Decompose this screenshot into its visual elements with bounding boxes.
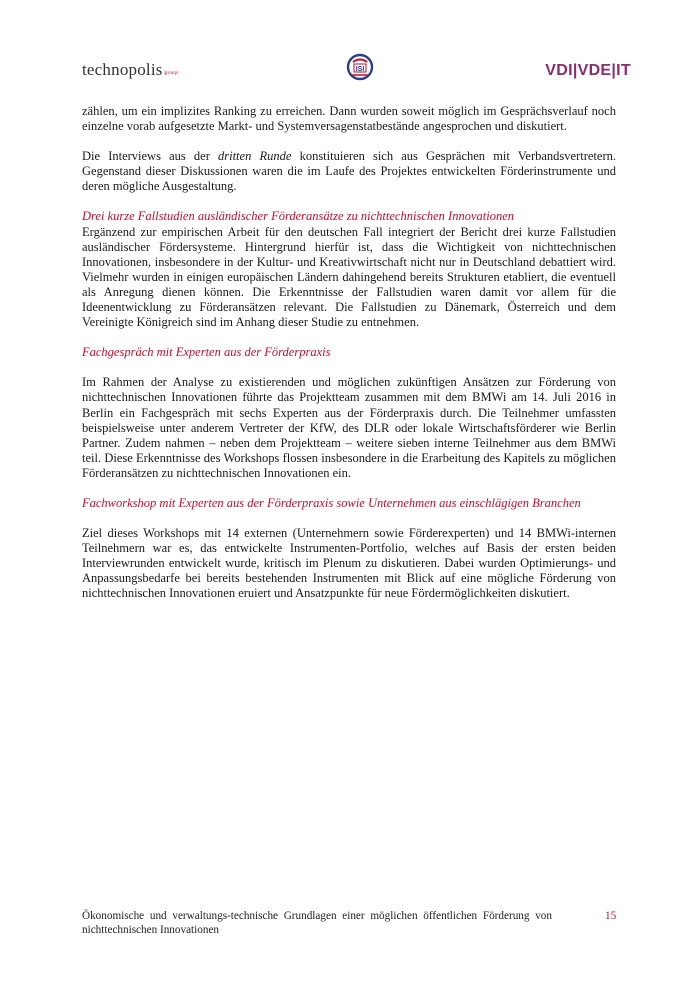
paragraph-third-round-italic: dritten Runde	[218, 149, 292, 164]
main-content	[82, 104, 616, 602]
vdi-vde-it-logo: VDI|VDE|IT	[545, 62, 631, 79]
section-heading-workshop: Fachworkshop mit Experten aus der Förderpraxis sowie Unternehmen aus einschlägigen Branchen	[82, 495, 581, 510]
technopolis-logo	[82, 60, 179, 80]
paragraph-ranking: zählen, um ein implizites Ranking zu erreichen. Dann wurden soweit möglich im Gesprächsverlauf noch einzelne vorab aufgesetzte Markt- und Systemversagenstatbestände angesprochen und diskutiert.	[82, 104, 616, 134]
technopolis-logo-suffix: |group|	[163, 71, 179, 76]
paragraph-case-studies: Ergänzend zur empirischen Arbeit für den deutschen Fall integriert der Bericht drei kurze Fallstudien ausländischer Fördersysteme. Hintergrund hierfür ist, dass die Wichtigkeit von nichttechnischen Innovationen, insbesondere in der Kultur- und Kreativwirtschaft nicht nur in Deutschland debattiert wird. Vielmehr wurden in einigen europäischen Ländern dahingehend bereits Strukturen etabliert, die eventuell als Anregung dienen können. Die Erkenntnisse der Fallstudien waren damit vor allem für die Ideenentwicklung zu Förderansätzen relevant. Die Fallstudien zu Dänemark, Österreich und dem Vereinigte Königreich sind im Anhang dieser Studie zu entnehmen.	[82, 224, 616, 330]
paragraph-third-round-end: konstituieren sich aus Gesprächen mit Verbandsvertretern. Gegenstand dieser Diskussionen waren die im Laufe des Projektes entwickelten Förderinstrumente und deren mögliche Ausgestaltung.	[82, 149, 616, 194]
page-number: 15	[605, 910, 617, 922]
page-header	[0, 0, 700, 90]
footer-title: Ökonomische und verwaltungs-technische Grundlagen einer möglichen öffentlichen Förderung von nichttechnischen Innovationen	[82, 910, 552, 936]
paragraph-third-round-start: Die Interviews aus der	[82, 149, 218, 164]
paragraph-expert-talk: Im Rahmen der Analyse zu existierenden und möglichen zukünftigen Ansätzen zur Förderung von nichttechnischen Innovationen führte das Projektteam zusammen mit dem BMWi am 14. Juli 2016 in Berlin ein Fachgespräch mit sechs Experten aus der Förderpraxis durch. Die Teilnehmer umfassten beispielsweise unter anderem Vertreter der KfW, des DLR oder lokale Wirtschaftsförderer wie Berlin Partner. Zudem nahmen – neben dem Projektteam – weitere sieben interne Teilnehmer aus dem BMWi teil. Diese Erkenntnisse des Workshops flossen insbesondere in die Erarbeitung des Kapitels zu möglichen Förderansätzen zu nichttechnischen Innovationen ein.	[82, 375, 616, 480]
section-heading-expert-talk: Fachgespräch mit Experten aus der Förderpraxis	[82, 345, 331, 360]
section-heading-case-studies: Drei kurze Fallstudien ausländischer Förderansätze zu nichttechnischen Innovationen	[82, 209, 514, 224]
isi-logo	[345, 52, 375, 82]
technopolis-logo-text: technopolis	[82, 60, 163, 79]
isi-logo-text: ISI	[355, 66, 365, 73]
paragraph-third-round	[82, 149, 616, 194]
paragraph-workshop: Ziel dieses Workshops mit 14 externen (Unternehmern sowie Förderexperten) und 14 BMWi-internen Teilnehmern war es, das entwickelte Instrumenten-Portfolio, welches auf Basis der ersten beiden Interviewrunden entwickelt wurde, kritisch im Plenum zu diskutieren. Dabei wurden Optimierungs- und Anpassungsbedarfe bei bereits bestehenden Instrumenten mit Blick auf eine mögliche Förderung von nichttechnischen Innovationen eruiert und Ansatzpunkte für neue Fördermöglichkeiten diskutiert.	[82, 526, 616, 601]
